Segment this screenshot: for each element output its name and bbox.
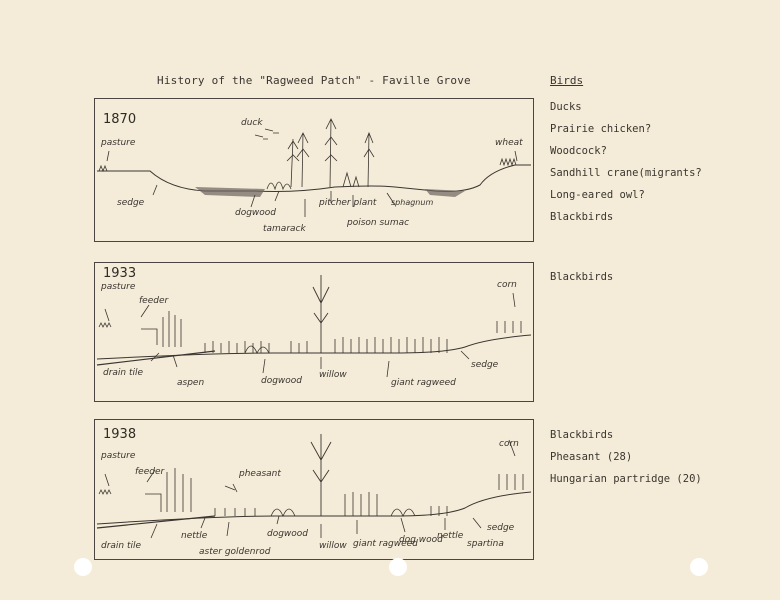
label-dogwood: dogwood	[235, 208, 277, 218]
label-corn: corn	[499, 439, 519, 449]
label-aspen: aspen	[177, 378, 205, 388]
page-title: History of the "Ragweed Patch" - Faville Grove	[157, 74, 471, 87]
label-sedge: sedge	[471, 360, 499, 370]
bird-item: Sandhill crane(migrants?	[550, 167, 702, 179]
label-giant-ragweed: giant ragweed	[391, 378, 456, 388]
label-dogwood: dogwood	[261, 376, 303, 386]
birds-list-1938	[550, 424, 702, 490]
label-poison-sumac: poison sumac	[347, 218, 410, 228]
panel-1933	[94, 262, 534, 402]
birds-list-1870	[550, 96, 702, 228]
label-spartina: spartina	[467, 539, 504, 549]
bird-item: Ducks	[550, 101, 582, 113]
label-duck: duck	[241, 118, 263, 128]
punch-hole	[690, 558, 708, 576]
label-pitcher-plant: pitcher plant	[319, 198, 377, 208]
label-willow: willow	[319, 541, 347, 551]
year-label: 1933	[103, 266, 137, 281]
punch-hole	[74, 558, 92, 576]
label-sedge: sedge	[487, 523, 515, 533]
label-drain-tile: drain tile	[103, 368, 144, 378]
label-dog-wood: dog wood	[399, 535, 443, 545]
sketch-1933	[95, 263, 533, 401]
label-willow: willow	[319, 370, 347, 380]
panel-1938	[94, 419, 534, 560]
label-pasture: pasture	[101, 138, 136, 148]
sketch-1938	[95, 420, 533, 559]
sketch-1870	[95, 99, 533, 241]
label-nettle-right: nettle	[437, 531, 464, 541]
label-wheat: wheat	[495, 138, 523, 148]
bird-item: Blackbirds	[550, 211, 614, 223]
year-label: 1870	[103, 112, 137, 127]
label-feeder: feeder	[135, 467, 165, 477]
label-aster-goldenrod: aster goldenrod	[199, 547, 271, 557]
punch-hole	[389, 558, 407, 576]
year-label: 1938	[103, 427, 137, 442]
label-giant-ragweed: giant ragweed	[353, 539, 418, 549]
birds-heading: Birds	[550, 74, 584, 87]
bird-item: Woodcock?	[550, 145, 607, 157]
label-pasture: pasture	[101, 451, 136, 461]
label-nettle: nettle	[181, 531, 208, 541]
bird-item: Blackbirds	[550, 271, 614, 283]
panel-1870	[94, 98, 534, 242]
label-feeder: feeder	[139, 296, 169, 306]
birds-list-1933	[550, 266, 613, 288]
label-sedge: sedge	[117, 198, 145, 208]
label-sphagnum: sphagnum	[391, 198, 434, 207]
bird-item: Long-eared owl?	[550, 189, 645, 201]
label-drain-tile: drain tile	[101, 541, 142, 551]
label-tamarack: tamarack	[263, 224, 306, 234]
bird-item: Prairie chicken?	[550, 123, 652, 135]
bird-item: Pheasant (28)	[550, 451, 633, 463]
label-pheasant: pheasant	[239, 469, 281, 479]
bird-item: Hungarian partridge (20)	[550, 473, 702, 485]
label-pasture: pasture	[101, 282, 136, 292]
label-dogwood: dogwood	[267, 529, 309, 539]
label-corn: corn	[497, 280, 517, 290]
bird-item: Blackbirds	[550, 429, 614, 441]
